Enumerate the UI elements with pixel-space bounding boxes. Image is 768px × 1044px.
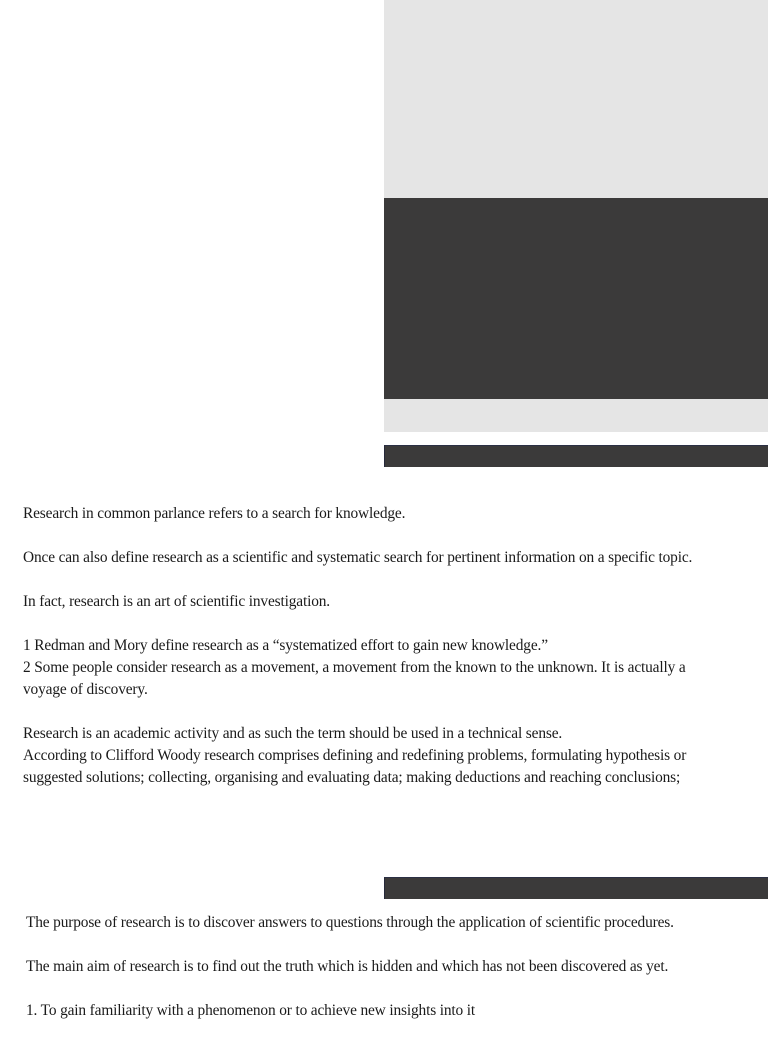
header-image-light-strip [384,399,768,432]
paragraph [26,912,764,934]
paragraph [23,547,763,569]
paragraph [26,956,764,978]
text-line: The main aim of research is to find out the truth which is hidden and which has not been discovered as yet. [26,958,669,975]
text-line: 1 Redman and Mory define research as a “systematized effort to gain new knowledge.” [23,637,548,654]
paragraph [26,1000,764,1022]
text-line: 1. To gain familiarity with a phenomenon or to achieve new insights into it [26,1002,476,1019]
text-line: According to Clifford Woody research comprises defining and redefining problems, formulating hypothesis or [23,747,687,764]
text-line: Once can also define research as a scientific and systematic search for pertinent information on a specific topic. [23,549,693,566]
research-purpose-section [26,912,764,1044]
research-definition-section [23,503,763,811]
header-image-light-panel [384,0,768,198]
text-line: The purpose of research is to discover answers to questions through the application of scientific procedures. [26,914,674,931]
paragraph [23,635,763,701]
text-line: voyage of discovery. [23,681,148,698]
paragraph [23,723,763,789]
header-image-dark-panel [384,198,768,399]
text-line: Research in common parlance refers to a search for knowledge. [23,505,406,522]
paragraph [23,591,763,613]
text-line: suggested solutions; collecting, organising and evaluating data; making deductions and reaching conclusions; [23,769,681,786]
section-heading-bar [384,877,768,899]
section-heading-bar [384,445,768,467]
text-line: In fact, research is an art of scientific investigation. [23,593,330,610]
paragraph [23,503,763,525]
text-line: Research is an academic activity and as such the term should be used in a technical sense. [23,725,563,742]
text-line: 2 Some people consider research as a movement, a movement from the known to the unknown. It is actually a [23,659,686,676]
